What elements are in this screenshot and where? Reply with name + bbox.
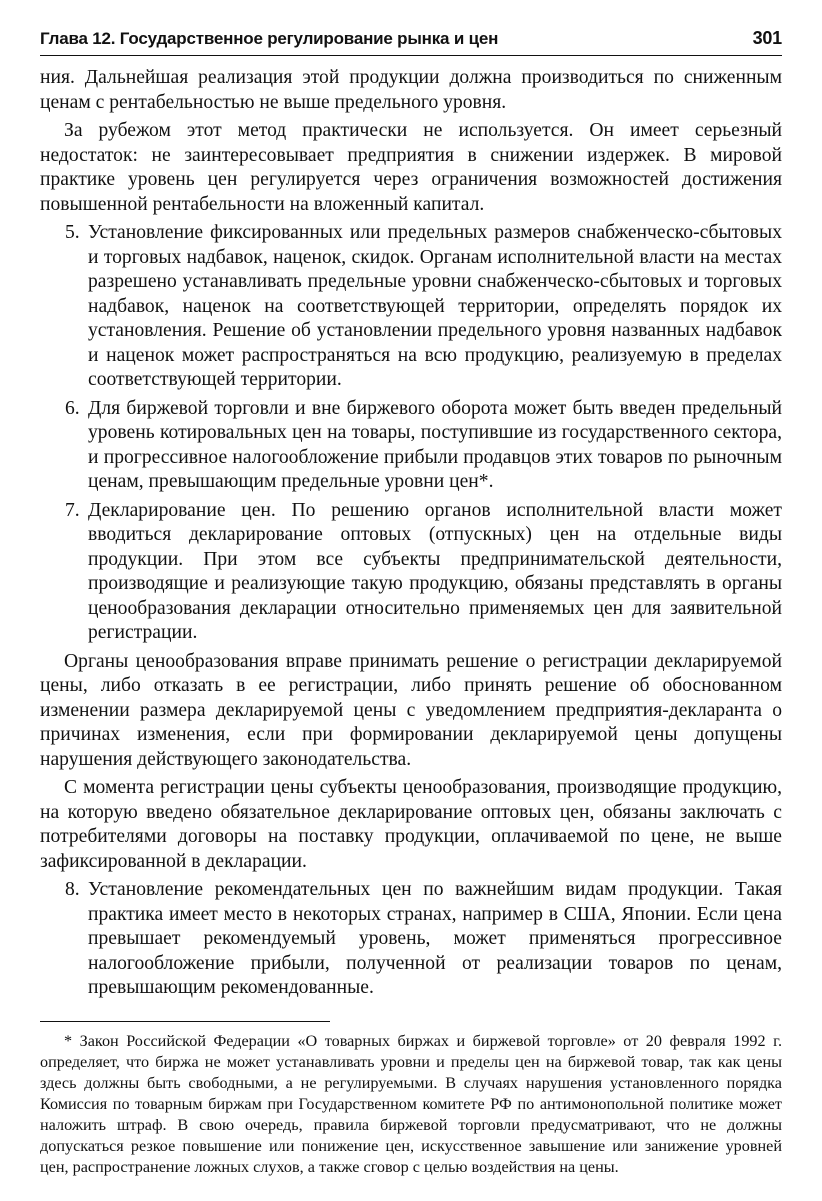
footnote: * Закон Российской Федерации «О товарных биржах и биржевой торговле» от 20 февраля 1992 г. определяет, что биржа не может устанавливать уровни и пределы цен на биржевой товар, так как цены здесь должны быть свободными, а не регулируемыми. В случаях нарушения установленного порядка Комиссия по товарным биржам при Государственном комитете РФ по антимонопольной политике может наложить штраф. В свою очередь, правила биржевой торговли предусматривают, что не должны допускаться резкое повышение или понижение цен, искусственное завышение или занижение уровней цен, распространение ложных слухов, а также сговор с целью воздействия на цены. bbox=[40, 1031, 782, 1176]
list-item-text: Установление рекомендательных цен по важнейшим видам продукции. Такая практика имеет место в некоторых странах, например в США, Японии. Если цена превышает рекомендуемый уровень, может применяться прогрессивное налогообложение прибыли, полученной от реализации товаров по ценам, превышающим рекомендованные. bbox=[88, 879, 782, 998]
page-number: 301 bbox=[752, 28, 782, 48]
paragraph-continuation: ния. Дальнейшая реализация этой продукции должна производиться по сниженным ценам с рентабельностью не выше предельного уровня. bbox=[40, 67, 782, 113]
list-item bbox=[40, 878, 782, 1001]
paragraph: За рубежом этот метод практически не используется. Он имеет серьезный недостаток: не заинтересовывает предприятия в снижении издержек. В мировой практике уровень цен регулируется через ограничения возможностей достижения повышенной рентабельности на вложенный капитал. bbox=[40, 120, 782, 215]
running-header bbox=[40, 28, 782, 56]
body-text bbox=[40, 66, 782, 1001]
list-item bbox=[40, 397, 782, 495]
list-item-number: 6. bbox=[65, 397, 80, 419]
book-page bbox=[40, 28, 782, 1194]
list-item-text: Декларирование цен. По решению органов исполнительной власти может вводиться декларирование оптовых (отпускных) цен на отдельные виды продукции. При этом все субъекты предпринимательской деятельности, производящие и реализующие такую продукцию, обязаны представлять в органы ценообразования декларации относительно применяемых цен для заявительной регистрации. bbox=[88, 499, 782, 643]
chapter-title: Глава 12. Государственное регулирование рынка и цен bbox=[40, 29, 499, 48]
paragraph: Органы ценообразования вправе принимать решение о регистрации декларируемой цены, либо отказать в ее регистрации, либо принять решение об обоснованном изменении размера декларируемой цены с уведомлением предприятия-декларанта о причинах изменения, если при формировании декларируемой цены допущены нарушения действующего законодательства. bbox=[40, 650, 782, 770]
list-item-text: Для биржевой торговли и вне биржевого оборота может быть введен предельный уровень котировальных цен на товары, поступившие из государственного сектора, и прогрессивное налогообложение прибыли продавцов этих товаров по рыночным ценам, превышающим предельные уровни цен*. bbox=[88, 397, 782, 492]
list-item bbox=[40, 221, 782, 393]
list-item-number: 8. bbox=[65, 879, 80, 900]
list-item-number: 5. bbox=[65, 222, 80, 243]
list-item-text: Установление фиксированных или предельных размеров снабженческо-сбытовых и торговых надбавок, наценок, скидок. Органам исполнительной власти на местах разрешено устанавливать предельные уровни снабженческо-сбытовых и торговых надбавок, наценок на соответствующей территории, определять порядок их установления. Решение об установлении предельного уровня названных надбавок и наценок может распространяться на всю продукцию, реализуемую в пределах соответствующей территории. bbox=[88, 222, 782, 390]
footnote-divider bbox=[40, 1021, 330, 1022]
list-item-number: 7. bbox=[65, 499, 80, 521]
numbered-list bbox=[40, 221, 782, 646]
list-item bbox=[40, 499, 782, 646]
paragraph: С момента регистрации цены субъекты ценообразования, производящие продукцию, на которую введено обязательное декларирование оптовых цен, обязаны заключать с потребителями договоры на поставку продукции, оплачиваемой по цене, не выше зафиксированной в декларации. bbox=[40, 777, 782, 872]
numbered-list bbox=[40, 878, 782, 1001]
